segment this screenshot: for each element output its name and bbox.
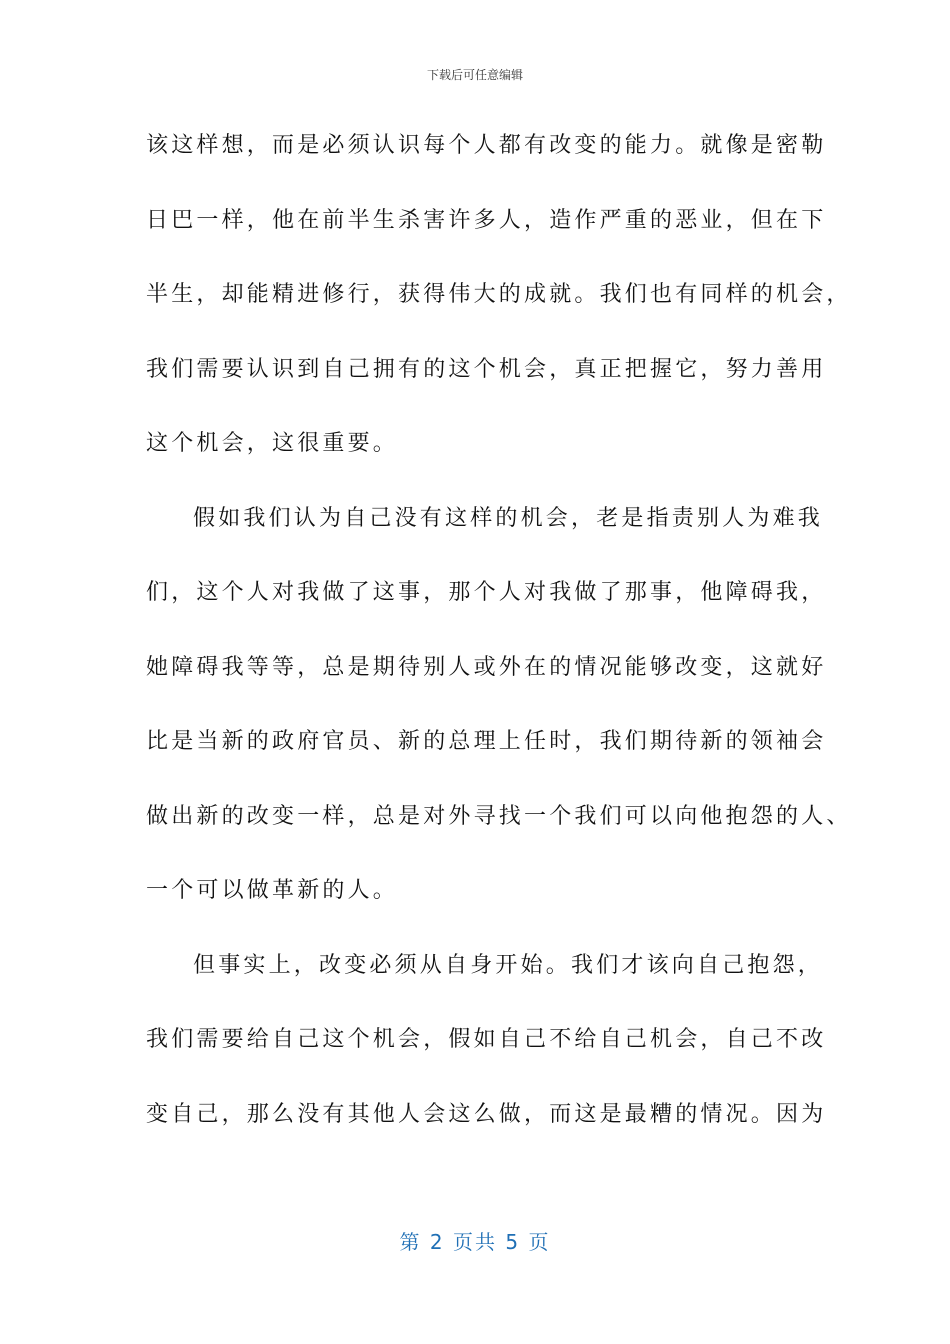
header-note: 下载后可任意编辑 <box>426 68 523 82</box>
current-page-number: 2 <box>429 1230 445 1254</box>
footer-prefix: 第 <box>399 1230 430 1254</box>
total-pages-number: 5 <box>505 1230 521 1254</box>
text-line: 变自己，那么没有其他人会这么做，而这是最糟的情况。因为 <box>146 1101 827 1127</box>
text-line: 比是当新的政府官员、新的总理上任时，我们期待新的领袖会 <box>146 729 827 754</box>
document-body <box>146 120 852 1163</box>
text-line: 但事实上，改变必须从自身开始。我们才该向自己抱怨， <box>193 952 824 978</box>
footer-middle: 页共 <box>444 1230 506 1254</box>
text-line: 该这样想，而是必须认识每个人都有改变的能力。就像是密勒 <box>146 133 827 158</box>
text-line: 一个可以做革新的人。 <box>146 878 399 903</box>
text-line: 她障碍我等等，总是期待别人或外在的情况能够改变，这就好 <box>146 654 827 680</box>
text-line: 我们需要认识到自己拥有的这个机会，真正把握它，努力善用 <box>146 356 827 382</box>
footer-suffix: 页 <box>520 1230 551 1254</box>
page-footer <box>0 1226 950 1255</box>
text-line: 我们需要给自己这个机会，假如自己不给自己机会，自己不改 <box>146 1027 827 1052</box>
text-line: 做出新的改变一样，总是对外寻找一个我们可以向他抱怨的人、 <box>146 803 852 829</box>
text-line: 们，这个人对我做了这事，那个人对我做了那事，他障碍我， <box>146 580 827 605</box>
text-line: 半生，却能精进修行，获得伟大的成就。我们也有同样的机会， <box>146 282 852 307</box>
text-line: 日巴一样，他在前半生杀害许多人，造作严重的恶业，但在下 <box>146 207 827 233</box>
text-line: 假如我们认为自己没有这样的机会，老是指责别人为难我 <box>193 505 824 531</box>
text-line: 这个机会，这很重要。 <box>146 431 399 456</box>
